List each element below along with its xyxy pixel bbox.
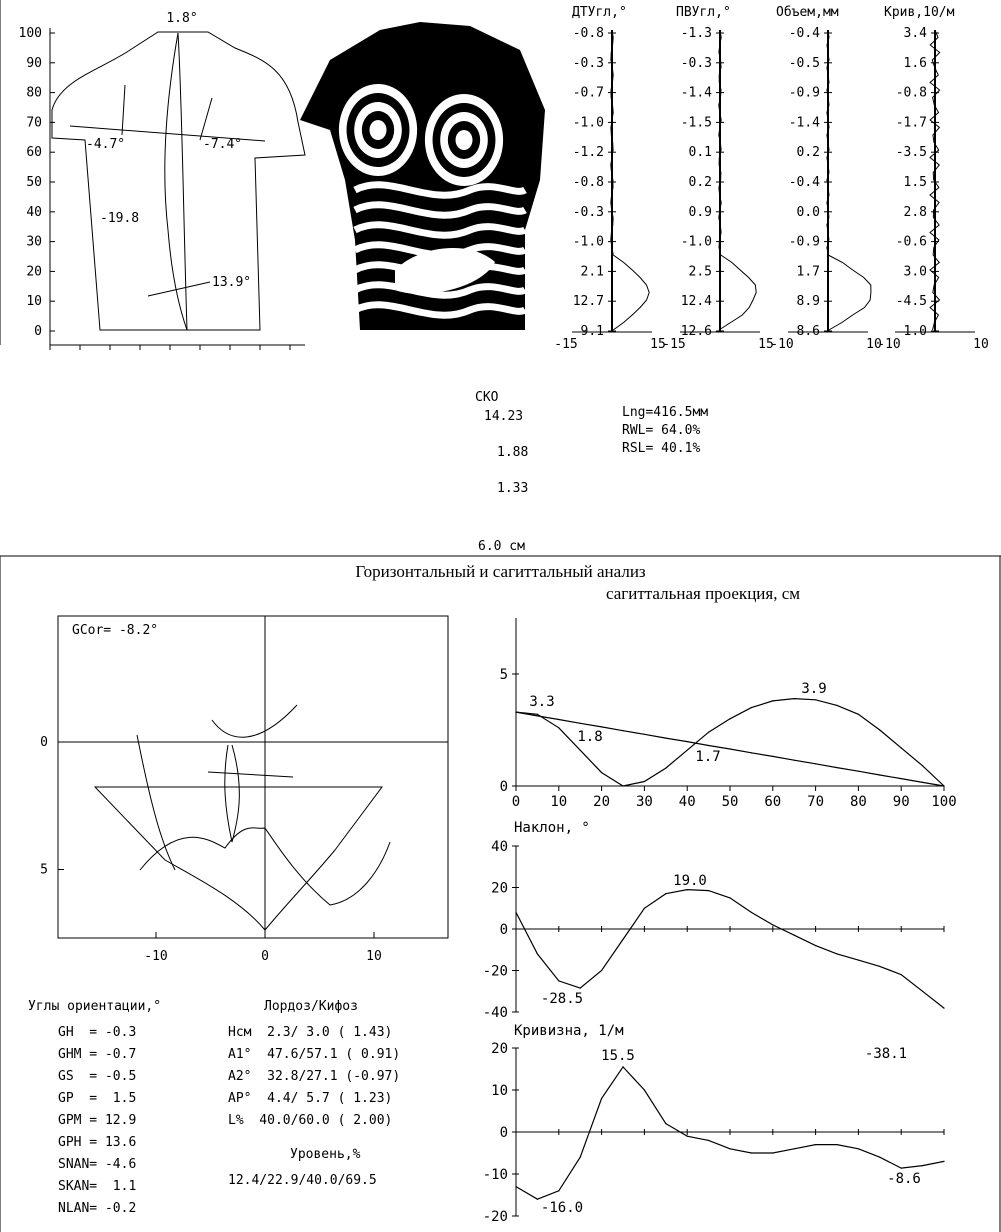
data-point bbox=[815, 763, 816, 764]
data-point bbox=[558, 727, 559, 728]
data-point bbox=[901, 974, 902, 975]
tilt-chart bbox=[483, 820, 945, 1021]
x-tick-label: 100 bbox=[931, 794, 957, 810]
orient-row: GP = 1.5 bbox=[58, 1091, 137, 1106]
orient-row: SNAN= -4.6 bbox=[58, 1157, 137, 1172]
x-tick-label: 90 bbox=[892, 794, 910, 810]
data-point bbox=[580, 723, 581, 724]
strip-x-left: -10 bbox=[770, 337, 794, 352]
data-point bbox=[665, 893, 666, 894]
back-y-label: 30 bbox=[26, 234, 42, 250]
horizontal-tilt-line bbox=[208, 772, 293, 777]
strip-x-left: -10 bbox=[877, 337, 901, 352]
x-tick-label: 70 bbox=[807, 794, 825, 810]
data-point bbox=[836, 705, 837, 706]
data-label: 15.5 bbox=[601, 1048, 635, 1064]
strip-x-right: 10 bbox=[973, 337, 989, 352]
orient-row: GS = -0.5 bbox=[58, 1069, 137, 1084]
data-point bbox=[729, 718, 730, 719]
back-y-label: 50 bbox=[26, 175, 42, 190]
angle-bottom: 13.9° bbox=[212, 275, 252, 290]
horizontal-y-label: 5 bbox=[40, 862, 48, 878]
sko-value-3: 1.33 bbox=[497, 481, 529, 496]
strip-tick-label: 3.4 bbox=[903, 26, 927, 41]
horizontal-y-label: 0 bbox=[40, 735, 48, 750]
trunk-contour bbox=[137, 735, 390, 905]
strip-tick-label: 0.0 bbox=[796, 204, 820, 220]
data-point bbox=[815, 699, 816, 700]
strip-tick-label: 8.6 bbox=[796, 324, 820, 339]
y-tick-label: 20 bbox=[491, 880, 508, 897]
data-point bbox=[815, 1144, 816, 1145]
data-point bbox=[794, 760, 795, 761]
strip-tick-label: -0.8 bbox=[572, 26, 604, 41]
angle-mid: -19.8 bbox=[100, 211, 140, 226]
strip-tick-label: -1.0 bbox=[572, 115, 604, 131]
data-point bbox=[558, 1190, 559, 1191]
strip-chart-1 bbox=[554, 5, 666, 352]
angle-right: -7.4° bbox=[203, 137, 243, 152]
data-point bbox=[772, 756, 773, 757]
strip-tick-label: 3.0 bbox=[903, 264, 927, 280]
data-point bbox=[729, 1148, 730, 1149]
data-point bbox=[943, 785, 944, 786]
strip-tick-label: -4.5 bbox=[895, 294, 927, 310]
data-label: 3.3 bbox=[529, 694, 555, 710]
data-label: -38.1 bbox=[864, 1046, 908, 1062]
data-point bbox=[558, 980, 559, 981]
strip-title: ДТУгл,° bbox=[572, 5, 627, 20]
x-tick-label: 0 bbox=[511, 794, 521, 810]
data-point bbox=[708, 1140, 709, 1141]
horizontal-x-label: -10 bbox=[144, 949, 168, 964]
back-y-label: 100 bbox=[18, 26, 42, 41]
back-y-label: 80 bbox=[26, 85, 42, 101]
strip-tick-label: -1.3 bbox=[680, 26, 712, 41]
strip-curve bbox=[719, 30, 756, 330]
data-point bbox=[537, 715, 538, 716]
data-point bbox=[622, 1066, 623, 1067]
data-point bbox=[644, 781, 645, 782]
data-point bbox=[729, 897, 730, 898]
data-point bbox=[729, 748, 730, 749]
strip-tick-label: -0.5 bbox=[788, 55, 820, 71]
data-point bbox=[687, 750, 688, 751]
sagittal-projection-chart bbox=[500, 618, 957, 810]
param-lng: Lng=416.5мм bbox=[622, 405, 709, 420]
data-point bbox=[772, 924, 773, 925]
y-tick-label: 0 bbox=[499, 779, 508, 795]
data-point bbox=[836, 953, 837, 954]
strip-title: Объем,мм bbox=[776, 5, 839, 20]
strip-tick-label: 0.9 bbox=[688, 204, 712, 220]
param-rsl: RSL= 40.1% bbox=[622, 441, 701, 456]
data-point bbox=[644, 908, 645, 909]
lordosis-row: АР° 4.4/ 5.7 ( 1.23) bbox=[228, 1091, 393, 1106]
data-point bbox=[901, 747, 902, 748]
strip-tick-label: -0.6 bbox=[895, 234, 927, 250]
y-tick-label: 40 bbox=[491, 839, 508, 855]
section-title: Горизонтальный и сагиттальный анализ bbox=[355, 562, 646, 581]
data-point bbox=[901, 1168, 902, 1169]
strip-x-right: 15 bbox=[758, 337, 774, 352]
strip-curve bbox=[827, 30, 871, 330]
data-point bbox=[687, 1136, 688, 1137]
data-point bbox=[794, 1148, 795, 1149]
data-point bbox=[751, 1152, 752, 1153]
data-point bbox=[858, 771, 859, 772]
y-tick-label: 5 bbox=[499, 667, 508, 683]
shoulder-contour bbox=[212, 705, 297, 737]
data-point bbox=[601, 970, 602, 971]
moire-image bbox=[300, 22, 545, 330]
strip-chart-2 bbox=[662, 5, 774, 352]
back-silhouette bbox=[52, 32, 305, 330]
data-point bbox=[515, 712, 516, 713]
data-point bbox=[858, 960, 859, 961]
strip-tick-label: 1.6 bbox=[903, 55, 927, 71]
strip-title: ПВУгл,° bbox=[676, 5, 731, 20]
strip-tick-label: -1.2 bbox=[572, 145, 604, 161]
orient-row: GHM = -0.7 bbox=[58, 1047, 137, 1062]
y-tick-label: -40 bbox=[482, 1005, 508, 1021]
strip-tick-label: -0.3 bbox=[572, 55, 604, 71]
moire-ring bbox=[370, 120, 387, 140]
data-point bbox=[665, 1123, 666, 1124]
y-tick-label: 0 bbox=[499, 922, 508, 938]
y-tick-label: 10 bbox=[491, 1083, 508, 1099]
lordosis-row: L% 40.0/60.0 ( 2.00) bbox=[228, 1113, 393, 1128]
orient-row: GPH = 13.6 bbox=[58, 1135, 137, 1150]
spine-line bbox=[165, 33, 187, 330]
data-point bbox=[772, 1152, 773, 1153]
strip-tick-label: 0.2 bbox=[688, 175, 712, 190]
data-label: 3.9 bbox=[801, 681, 827, 697]
level-title: Уровень,% bbox=[290, 1147, 361, 1162]
data-point bbox=[515, 912, 516, 913]
moire-ring bbox=[456, 130, 473, 150]
data-point bbox=[708, 890, 709, 891]
back-y-label: 20 bbox=[26, 264, 42, 280]
y-tick-label: -10 bbox=[482, 1167, 508, 1183]
data-label: -16.0 bbox=[540, 1200, 584, 1216]
lordosis-title: Лордоз/Кифоз bbox=[264, 999, 358, 1014]
data-point bbox=[580, 750, 581, 751]
strip-tick-label: -1.4 bbox=[680, 85, 712, 101]
data-point bbox=[644, 1089, 645, 1090]
data-point bbox=[922, 1165, 923, 1166]
strip-curve bbox=[611, 30, 649, 330]
strip-tick-label: 0.1 bbox=[688, 145, 712, 161]
orient-title: Углы ориентации,° bbox=[28, 999, 162, 1014]
spine-contour bbox=[225, 745, 240, 842]
horizontal-projection-chart bbox=[40, 616, 448, 964]
curvature-chart bbox=[483, 1023, 945, 1225]
data-point bbox=[537, 714, 538, 715]
data-point bbox=[836, 767, 837, 768]
strip-x-left: -15 bbox=[662, 337, 686, 352]
strip-tick-label: -1.5 bbox=[680, 115, 712, 131]
horizontal-x-label: 10 bbox=[366, 949, 382, 964]
data-point bbox=[836, 1144, 837, 1145]
data-point bbox=[858, 714, 859, 715]
scapula-left bbox=[122, 85, 125, 135]
back-y-label: 40 bbox=[26, 204, 42, 220]
strip-tick-label: -1.4 bbox=[788, 115, 820, 131]
strip-tick-label: -0.4 bbox=[788, 175, 820, 190]
data-point bbox=[922, 991, 923, 992]
back-y-label: 70 bbox=[26, 115, 42, 131]
strip-tick-label: 12.6 bbox=[680, 324, 712, 339]
scapula-right bbox=[200, 98, 212, 140]
strip-tick-label: -0.7 bbox=[572, 85, 604, 101]
strip-tick-label: 2.1 bbox=[580, 264, 604, 280]
data-point bbox=[879, 729, 880, 730]
strip-tick-label: 1.0 bbox=[903, 324, 927, 339]
y-tick-label: -20 bbox=[482, 1209, 508, 1225]
strip-tick-label: -3.5 bbox=[895, 145, 927, 161]
data-point bbox=[580, 988, 581, 989]
angle-left: -4.7° bbox=[86, 137, 126, 152]
x-tick-label: 10 bbox=[550, 794, 568, 810]
data-point bbox=[687, 741, 688, 742]
data-point bbox=[772, 700, 773, 701]
data-point bbox=[943, 1161, 944, 1162]
back-y-label: 10 bbox=[26, 294, 42, 310]
data-label: 1.8 bbox=[577, 729, 603, 745]
angle-top: 1.8° bbox=[166, 11, 198, 26]
data-point bbox=[879, 966, 880, 967]
x-tick-label: 80 bbox=[849, 794, 867, 810]
sko-value-2: 1.88 bbox=[497, 445, 529, 460]
strip-tick-label: 0.2 bbox=[796, 145, 820, 161]
data-point bbox=[537, 1199, 538, 1200]
back-y-label: 0 bbox=[34, 324, 42, 339]
sko-value-1: 14.23 bbox=[484, 409, 524, 424]
orient-row: SKAN= 1.1 bbox=[58, 1179, 137, 1194]
footer-scale: 6.0 см bbox=[478, 539, 525, 554]
data-point bbox=[922, 765, 923, 766]
strip-tick-label: 12.7 bbox=[572, 294, 604, 310]
x-tick-label: 50 bbox=[721, 794, 739, 810]
data-point bbox=[580, 1157, 581, 1158]
x-tick-label: 60 bbox=[764, 794, 782, 810]
y-tick-label: -20 bbox=[482, 963, 508, 980]
y-tick-label: 0 bbox=[499, 1125, 508, 1141]
data-point bbox=[751, 912, 752, 913]
spine-line-2 bbox=[178, 33, 187, 330]
chart-title: Наклон, ° bbox=[514, 820, 590, 836]
strip-tick-label: -0.3 bbox=[680, 55, 712, 71]
lordosis-row: А1° 47.6/57.1 ( 0.91) bbox=[228, 1047, 401, 1062]
strip-tick-label: -1.0 bbox=[680, 234, 712, 250]
top-panel bbox=[19, 5, 989, 352]
data-label: 1.7 bbox=[695, 749, 721, 765]
strip-tick-label: -1.7 bbox=[895, 115, 927, 131]
data-point bbox=[901, 778, 902, 779]
strip-tick-label: -0.9 bbox=[788, 85, 820, 101]
data-label: -28.5 bbox=[540, 991, 584, 1007]
sagittal-title: сагиттальная проекция, см bbox=[606, 584, 801, 603]
data-point bbox=[922, 782, 923, 783]
data-label: 19.0 bbox=[673, 873, 707, 889]
data-point bbox=[665, 738, 666, 739]
data-point bbox=[794, 698, 795, 699]
strip-tick-label: -1.0 bbox=[572, 234, 604, 250]
data-point bbox=[687, 889, 688, 890]
back-y-label: 90 bbox=[26, 55, 42, 71]
orient-row: GH = -0.3 bbox=[58, 1025, 137, 1040]
strip-tick-label: 2.5 bbox=[688, 264, 712, 280]
strip-x-left: -15 bbox=[554, 337, 578, 352]
strip-tick-label: -0.3 bbox=[572, 204, 604, 220]
strip-tick-label: 9.1 bbox=[580, 324, 604, 339]
data-point bbox=[708, 732, 709, 733]
strip-tick-label: 1.7 bbox=[796, 264, 820, 280]
data-point bbox=[751, 752, 752, 753]
param-rwl: RWL= 64.0% bbox=[622, 423, 701, 438]
data-point bbox=[879, 774, 880, 775]
data-point bbox=[601, 726, 602, 727]
data-point bbox=[665, 768, 666, 769]
orient-row: NLAN= -0.2 bbox=[58, 1201, 137, 1216]
strip-title: Крив,10/м bbox=[884, 5, 955, 20]
strip-tick-label: 2.8 bbox=[903, 204, 927, 220]
x-tick-label: 30 bbox=[635, 794, 653, 810]
chart-title: Кривизна, 1/м bbox=[514, 1023, 624, 1039]
strip-tick-label: -0.9 bbox=[788, 234, 820, 250]
x-tick-label: 40 bbox=[678, 794, 696, 810]
data-point bbox=[815, 945, 816, 946]
data-point bbox=[558, 719, 559, 720]
gcor-label: GCor= -8.2° bbox=[72, 623, 159, 638]
data-point bbox=[622, 939, 623, 940]
x-tick-label: 20 bbox=[593, 794, 611, 810]
data-point bbox=[708, 745, 709, 746]
strip-x-right: 10 bbox=[866, 337, 882, 352]
data-point bbox=[943, 1008, 944, 1009]
data-point bbox=[601, 1098, 602, 1099]
data-point bbox=[515, 1186, 516, 1187]
data-point bbox=[601, 772, 602, 773]
back-y-label: 60 bbox=[26, 145, 42, 161]
strip-tick-label: 1.5 bbox=[903, 175, 927, 190]
data-point bbox=[751, 707, 752, 708]
strip-tick-label: 12.4 bbox=[680, 294, 712, 310]
data-point bbox=[537, 953, 538, 954]
y-tick-label: 20 bbox=[491, 1041, 508, 1057]
data-label: -8.6 bbox=[887, 1171, 921, 1187]
lordosis-row: А2° 32.8/27.1 (-0.97) bbox=[228, 1069, 401, 1084]
sko-title: СКО bbox=[475, 390, 499, 405]
strip-tick-label: -0.8 bbox=[572, 175, 604, 190]
strip-tick-label: -0.8 bbox=[895, 85, 927, 101]
data-point bbox=[622, 730, 623, 731]
data-point bbox=[622, 785, 623, 786]
lordosis-row: Нсм 2.3/ 3.0 ( 1.43) bbox=[228, 1025, 393, 1040]
data-point bbox=[858, 1148, 859, 1149]
strip-x-right: 15 bbox=[650, 337, 666, 352]
data-point bbox=[794, 935, 795, 936]
strip-tick-label: 8.9 bbox=[796, 294, 820, 310]
strip-chart-4 bbox=[877, 5, 989, 352]
strip-chart-3 bbox=[770, 5, 882, 352]
data-point bbox=[879, 1157, 880, 1158]
level-value: 12.4/22.9/40.0/69.5 bbox=[228, 1173, 377, 1188]
data-point bbox=[644, 734, 645, 735]
strip-tick-label: -0.4 bbox=[788, 26, 820, 41]
orient-row: GPM = 12.9 bbox=[58, 1113, 137, 1128]
horizontal-x-label: 0 bbox=[261, 949, 269, 964]
pelvis-line bbox=[148, 282, 210, 296]
horizontal-frame bbox=[58, 616, 448, 938]
